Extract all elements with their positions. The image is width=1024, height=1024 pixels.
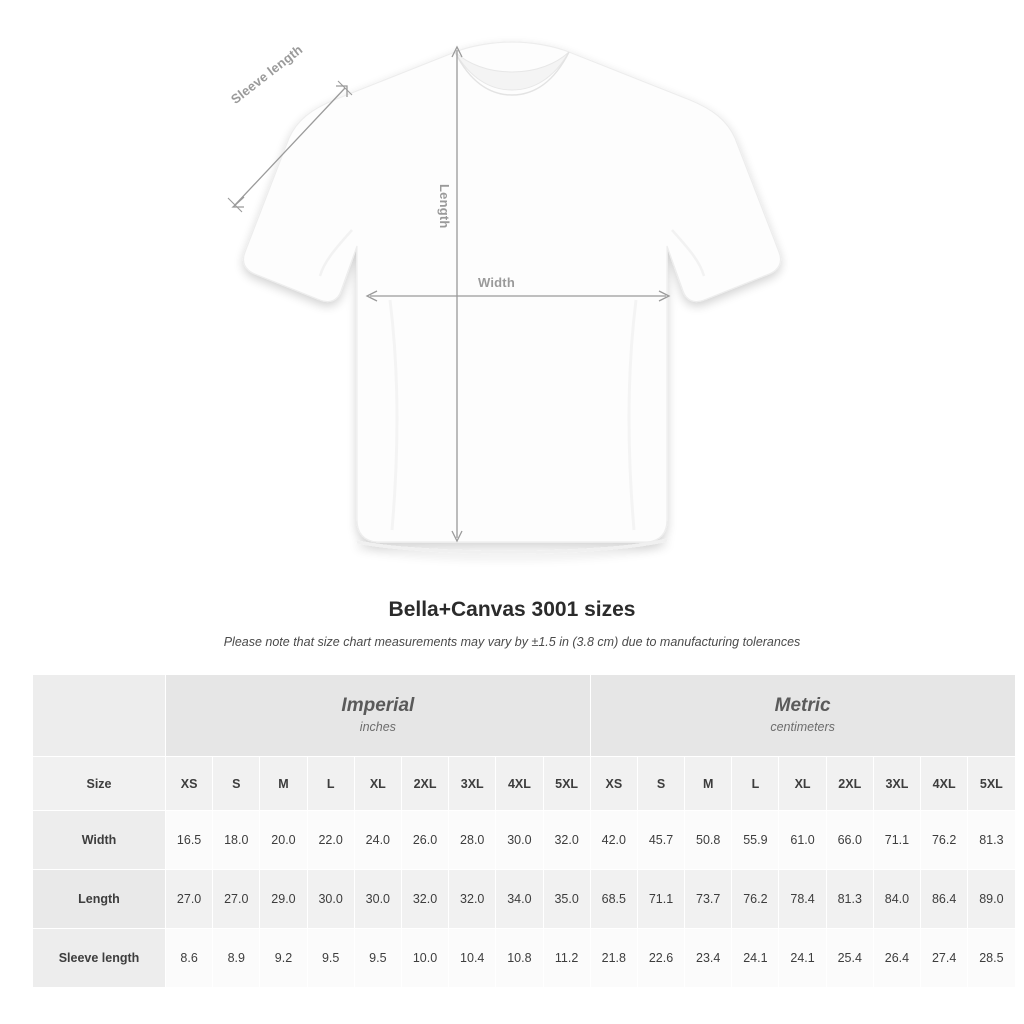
cell-width-imperial-5xl: 32.0 [543,811,590,870]
size-header-imperial-5xl: 5XL [543,757,590,811]
width-label: Width [478,275,515,290]
size-header-imperial-l: L [307,757,354,811]
table-row [33,870,1016,929]
table-row [33,811,1016,870]
cell-length-imperial-xl: 30.0 [354,870,401,929]
cell-length-imperial-l: 30.0 [307,870,354,929]
size-header-metric-5xl: 5XL [968,757,1015,811]
cell-length-imperial-s: 27.0 [213,870,260,929]
length-label: Length [437,184,452,229]
size-header-metric-2xl: 2XL [826,757,873,811]
system-imperial-name: Imperial [341,694,415,716]
cell-length-metric-2xl: 81.3 [826,870,873,929]
size-header-row [33,757,1016,811]
row-label-sleeve-length: Sleeve length [33,929,166,988]
cell-sleeve-metric-xs: 21.8 [590,929,637,988]
cell-width-metric-l: 55.9 [732,811,779,870]
cell-length-imperial-5xl: 35.0 [543,870,590,929]
cell-width-imperial-xs: 16.5 [166,811,213,870]
size-header-metric-xs: XS [590,757,637,811]
cell-length-metric-xl: 78.4 [779,870,826,929]
title-block [0,598,1024,649]
cell-width-imperial-xl: 24.0 [354,811,401,870]
cell-sleeve-metric-3xl: 26.4 [873,929,920,988]
cell-length-metric-5xl: 89.0 [968,870,1015,929]
cell-sleeve-metric-m: 23.4 [685,929,732,988]
size-header-metric-l: L [732,757,779,811]
cell-width-metric-3xl: 71.1 [873,811,920,870]
cell-sleeve-imperial-xl: 9.5 [354,929,401,988]
cell-sleeve-imperial-s: 8.9 [213,929,260,988]
system-header-row [33,675,1016,757]
cell-width-metric-s: 45.7 [637,811,684,870]
cell-length-metric-s: 71.1 [637,870,684,929]
cell-length-imperial-xs: 27.0 [166,870,213,929]
row-label-length: Length [33,870,166,929]
system-imperial-cell [166,675,591,757]
size-header-metric-s: S [637,757,684,811]
cell-sleeve-imperial-5xl: 11.2 [543,929,590,988]
cell-width-metric-m: 50.8 [685,811,732,870]
cell-sleeve-imperial-xs: 8.6 [166,929,213,988]
size-header-imperial-s: S [213,757,260,811]
sleeve-length-label: Sleeve length [228,41,306,107]
size-header-metric-xl: XL [779,757,826,811]
size-header-metric-m: M [685,757,732,811]
cell-width-metric-5xl: 81.3 [968,811,1015,870]
size-header-imperial-4xl: 4XL [496,757,543,811]
size-header-imperial-xl: XL [354,757,401,811]
size-header-imperial-xs: XS [166,757,213,811]
cell-length-metric-3xl: 84.0 [873,870,920,929]
cell-width-imperial-2xl: 26.0 [401,811,448,870]
cell-sleeve-metric-2xl: 25.4 [826,929,873,988]
cell-sleeve-imperial-3xl: 10.4 [449,929,496,988]
cell-sleeve-metric-l: 24.1 [732,929,779,988]
cell-width-imperial-3xl: 28.0 [449,811,496,870]
cell-width-imperial-4xl: 30.0 [496,811,543,870]
size-table-wrapper [32,674,1004,988]
page-title: Bella+Canvas 3001 sizes [388,598,636,621]
cell-length-imperial-4xl: 34.0 [496,870,543,929]
cell-width-metric-2xl: 66.0 [826,811,873,870]
cell-length-metric-4xl: 86.4 [921,870,968,929]
cell-width-imperial-s: 18.0 [213,811,260,870]
cell-sleeve-imperial-m: 9.2 [260,929,307,988]
system-metric-cell [590,675,1015,757]
cell-width-metric-xs: 42.0 [590,811,637,870]
cell-sleeve-metric-xl: 24.1 [779,929,826,988]
size-header-label: Size [33,757,166,811]
table-corner-cell [33,675,166,757]
size-table [32,674,1016,988]
cell-width-imperial-l: 22.0 [307,811,354,870]
system-metric-name: Metric [774,694,831,716]
size-header-imperial-3xl: 3XL [449,757,496,811]
cell-sleeve-metric-5xl: 28.5 [968,929,1015,988]
tolerance-note: Please note that size chart measurements may vary by ±1.5 in (3.8 cm) due to manufacturing tolerances [223,635,801,649]
cell-width-metric-xl: 61.0 [779,811,826,870]
size-header-imperial-2xl: 2XL [401,757,448,811]
cell-length-metric-l: 76.2 [732,870,779,929]
cell-sleeve-imperial-4xl: 10.8 [496,929,543,988]
cell-length-metric-m: 73.7 [685,870,732,929]
cell-length-imperial-2xl: 32.0 [401,870,448,929]
row-label-width: Width [33,811,166,870]
system-imperial-unit: inches [359,720,396,735]
cell-sleeve-imperial-2xl: 10.0 [401,929,448,988]
size-header-metric-4xl: 4XL [921,757,968,811]
cell-width-imperial-m: 20.0 [260,811,307,870]
cell-sleeve-metric-4xl: 27.4 [921,929,968,988]
cell-length-metric-xs: 68.5 [590,870,637,929]
table-row [33,929,1016,988]
cell-length-imperial-3xl: 32.0 [449,870,496,929]
system-metric-unit: centimeters [770,720,835,735]
cell-sleeve-imperial-l: 9.5 [307,929,354,988]
tshirt-shape [243,42,780,552]
size-header-metric-3xl: 3XL [873,757,920,811]
cell-sleeve-metric-s: 22.6 [637,929,684,988]
cell-width-metric-4xl: 76.2 [921,811,968,870]
cell-length-imperial-m: 29.0 [260,870,307,929]
size-header-imperial-m: M [260,757,307,811]
